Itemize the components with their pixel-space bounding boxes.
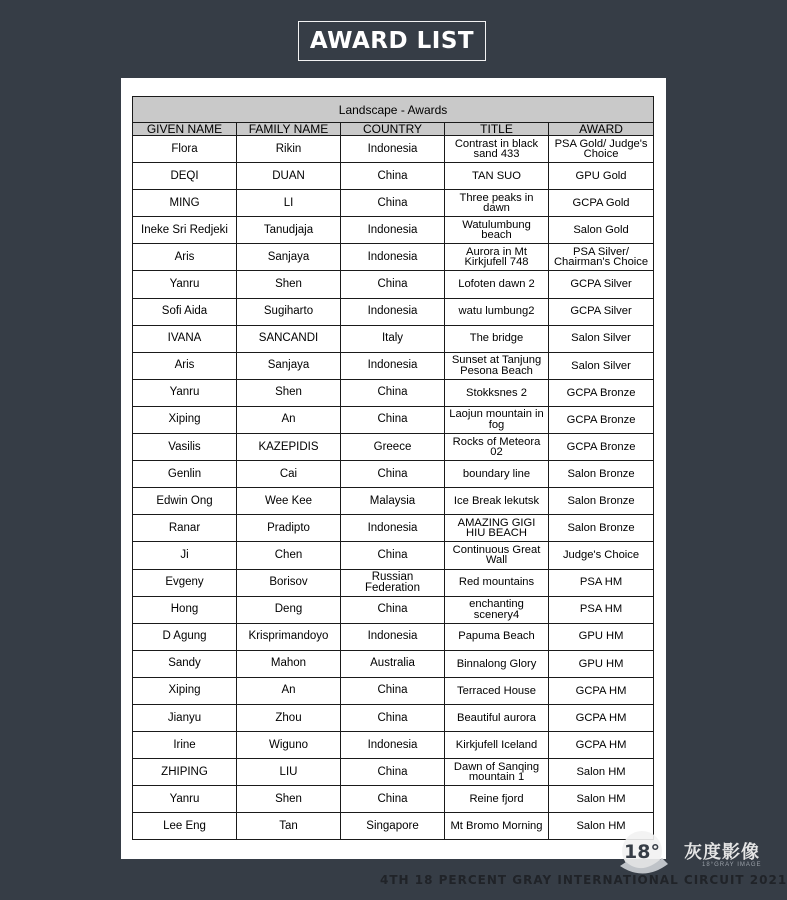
title-cell: Mt Bromo Morning [445, 813, 549, 840]
award-cell: GCPA Bronze [549, 379, 654, 406]
given-name-cell: Edwin Ong [133, 488, 237, 515]
country-cell: Indonesia [341, 623, 445, 650]
title-cell: Beautiful aurora [445, 704, 549, 731]
family-name-cell: Shen [237, 271, 341, 298]
country-cell: China [341, 542, 445, 569]
table-row [133, 623, 654, 650]
family-name-cell: LI [237, 190, 341, 217]
title-cell: Sunset at Tanjung Pesona Beach [445, 352, 549, 379]
table-row [133, 136, 654, 163]
award-cell: Judge's Choice [549, 542, 654, 569]
country-cell: Indonesia [341, 136, 445, 163]
family-name-cell: An [237, 406, 341, 433]
circuit-caption: 4TH 18 PERCENT GRAY INTERNATIONAL CIRCUIT 2021 [380, 873, 787, 887]
family-name-cell: Rikin [237, 136, 341, 163]
title-cell: Papuma Beach [445, 623, 549, 650]
award-cell: PSA Gold/ Judge's Choice [549, 136, 654, 163]
country-cell: China [341, 759, 445, 786]
given-name-cell: Ineke Sri Redjeki [133, 217, 237, 244]
table-row [133, 461, 654, 488]
award-cell: Salon HM [549, 786, 654, 813]
title-cell: TAN SUO [445, 163, 549, 190]
country-cell: China [341, 190, 445, 217]
given-name-cell: IVANA [133, 325, 237, 352]
family-name-cell: Zhou [237, 704, 341, 731]
given-name-cell: Sandy [133, 650, 237, 677]
given-name-cell: Vasilis [133, 434, 237, 461]
country-cell: Russian Federation [341, 569, 445, 596]
table-row [133, 379, 654, 406]
title-cell: boundary line [445, 461, 549, 488]
table-row [133, 515, 654, 542]
family-name-cell: Sanjaya [237, 352, 341, 379]
column-header-given-name: GIVEN NAME [133, 123, 237, 136]
given-name-cell: Evgeny [133, 569, 237, 596]
award-cell: GPU Gold [549, 163, 654, 190]
family-name-cell: Wiguno [237, 732, 341, 759]
given-name-cell: Flora [133, 136, 237, 163]
given-name-cell: Ji [133, 542, 237, 569]
award-rows [133, 136, 654, 840]
family-name-cell: Mahon [237, 650, 341, 677]
country-cell: China [341, 406, 445, 433]
given-name-cell: Jianyu [133, 704, 237, 731]
country-cell: Indonesia [341, 217, 445, 244]
country-cell: China [341, 461, 445, 488]
logo-mark: 18° [624, 841, 660, 863]
column-header-title: TITLE [445, 123, 549, 136]
country-cell: Italy [341, 325, 445, 352]
award-cell: PSA HM [549, 569, 654, 596]
family-name-cell: KAZEPIDIS [237, 434, 341, 461]
award-cell: GCPA HM [549, 704, 654, 731]
table-row [133, 650, 654, 677]
title-cell: Ice Break lekutsk [445, 488, 549, 515]
given-name-cell: Genlin [133, 461, 237, 488]
award-cell: Salon Bronze [549, 515, 654, 542]
column-header-award: AWARD [549, 123, 654, 136]
family-name-cell: LIU [237, 759, 341, 786]
award-cell: PSA Silver/ Chairman's Choice [549, 244, 654, 271]
family-name-cell: Shen [237, 786, 341, 813]
table-row [133, 406, 654, 433]
column-header-row [133, 123, 654, 136]
award-cell: Salon HM [549, 813, 654, 840]
table-row [133, 704, 654, 731]
award-cell: GCPA HM [549, 732, 654, 759]
award-cell: GPU HM [549, 650, 654, 677]
award-cell: GCPA Silver [549, 298, 654, 325]
award-cell: Salon Gold [549, 217, 654, 244]
title-cell: Dawn of Sanqing mountain 1 [445, 759, 549, 786]
country-cell: Indonesia [341, 298, 445, 325]
table-row [133, 244, 654, 271]
title-cell: Watulumbung beach [445, 217, 549, 244]
table-row [133, 325, 654, 352]
title-cell: Rocks of Meteora 02 [445, 434, 549, 461]
given-name-cell: D Agung [133, 623, 237, 650]
given-name-cell: Aris [133, 352, 237, 379]
award-cell: GCPA HM [549, 677, 654, 704]
family-name-cell: Cai [237, 461, 341, 488]
gray-image-logo-icon [618, 828, 670, 874]
family-name-cell: Borisov [237, 569, 341, 596]
table-row [133, 759, 654, 786]
title-cell: Contrast in black sand 433 [445, 136, 549, 163]
given-name-cell: Sofi Aida [133, 298, 237, 325]
title-cell: Stokksnes 2 [445, 379, 549, 406]
title-cell: Binnalong Glory [445, 650, 549, 677]
title-cell: watu lumbung2 [445, 298, 549, 325]
family-name-cell: DUAN [237, 163, 341, 190]
given-name-cell: Lee Eng [133, 813, 237, 840]
title-cell: Lofoten dawn 2 [445, 271, 549, 298]
country-cell: China [341, 786, 445, 813]
section-title-row [133, 97, 654, 123]
family-name-cell: Chen [237, 542, 341, 569]
family-name-cell: Pradipto [237, 515, 341, 542]
country-cell: China [341, 271, 445, 298]
table-row [133, 271, 654, 298]
title-cell: Terraced House [445, 677, 549, 704]
table-row [133, 732, 654, 759]
section-title: Landscape - Awards [133, 97, 654, 123]
country-cell: China [341, 677, 445, 704]
family-name-cell: Tanudjaja [237, 217, 341, 244]
given-name-cell: Xiping [133, 677, 237, 704]
title-cell: enchanting scenery4 [445, 596, 549, 623]
country-cell: China [341, 596, 445, 623]
award-cell: Salon Silver [549, 352, 654, 379]
given-name-cell: DEQI [133, 163, 237, 190]
family-name-cell: Krisprimandoyo [237, 623, 341, 650]
title-cell: Continuous Great Wall [445, 542, 549, 569]
award-cell: Salon HM [549, 759, 654, 786]
table-row [133, 190, 654, 217]
table-row [133, 163, 654, 190]
title-cell: Red mountains [445, 569, 549, 596]
given-name-cell: Yanru [133, 379, 237, 406]
logo-text: 灰度影像 [684, 842, 760, 863]
title-cell: Laojun mountain in fog [445, 406, 549, 433]
given-name-cell: ZHIPING [133, 759, 237, 786]
family-name-cell: Shen [237, 379, 341, 406]
awards-table [132, 96, 654, 840]
award-cell: GCPA Silver [549, 271, 654, 298]
family-name-cell: An [237, 677, 341, 704]
country-cell: China [341, 704, 445, 731]
country-cell: Indonesia [341, 515, 445, 542]
award-sheet [121, 78, 666, 859]
country-cell: China [341, 379, 445, 406]
title-cell: Three peaks in dawn [445, 190, 549, 217]
family-name-cell: Tan [237, 813, 341, 840]
country-cell: Australia [341, 650, 445, 677]
column-header-family-name: FAMILY NAME [237, 123, 341, 136]
table-row [133, 786, 654, 813]
family-name-cell: Deng [237, 596, 341, 623]
family-name-cell: Wee Kee [237, 488, 341, 515]
country-cell: China [341, 163, 445, 190]
given-name-cell: MING [133, 190, 237, 217]
award-cell: GCPA Bronze [549, 434, 654, 461]
title-cell: Reine fjord [445, 786, 549, 813]
award-cell: GCPA Gold [549, 190, 654, 217]
table-row [133, 298, 654, 325]
table-row [133, 488, 654, 515]
title-cell: Kirkjufell Iceland [445, 732, 549, 759]
country-cell: Singapore [341, 813, 445, 840]
title-cell: AMAZING GIGI HIU BEACH [445, 515, 549, 542]
table-row [133, 542, 654, 569]
family-name-cell: Sugiharto [237, 298, 341, 325]
table-row [133, 677, 654, 704]
column-header-country: COUNTRY [341, 123, 445, 136]
family-name-cell: Sanjaya [237, 244, 341, 271]
award-cell: Salon Silver [549, 325, 654, 352]
family-name-cell: SANCANDI [237, 325, 341, 352]
title-cell: The bridge [445, 325, 549, 352]
table-row [133, 434, 654, 461]
award-cell: GPU HM [549, 623, 654, 650]
given-name-cell: Xiping [133, 406, 237, 433]
given-name-cell: Ranar [133, 515, 237, 542]
table-row [133, 596, 654, 623]
given-name-cell: Aris [133, 244, 237, 271]
country-cell: Malaysia [341, 488, 445, 515]
given-name-cell: Irine [133, 732, 237, 759]
table-row [133, 217, 654, 244]
page-title: AWARD LIST [298, 21, 486, 61]
given-name-cell: Hong [133, 596, 237, 623]
title-cell: Aurora in Mt Kirkjufell 748 [445, 244, 549, 271]
award-cell: GCPA Bronze [549, 406, 654, 433]
table-row [133, 352, 654, 379]
country-cell: Indonesia [341, 732, 445, 759]
country-cell: Indonesia [341, 352, 445, 379]
country-cell: Greece [341, 434, 445, 461]
given-name-cell: Yanru [133, 271, 237, 298]
given-name-cell: Yanru [133, 786, 237, 813]
logo-subtext: 18°GRAY IMAGE [702, 862, 762, 868]
table-row [133, 569, 654, 596]
award-cell: Salon Bronze [549, 488, 654, 515]
country-cell: Indonesia [341, 244, 445, 271]
award-cell: Salon Bronze [549, 461, 654, 488]
table-row [133, 813, 654, 840]
award-cell: PSA HM [549, 596, 654, 623]
